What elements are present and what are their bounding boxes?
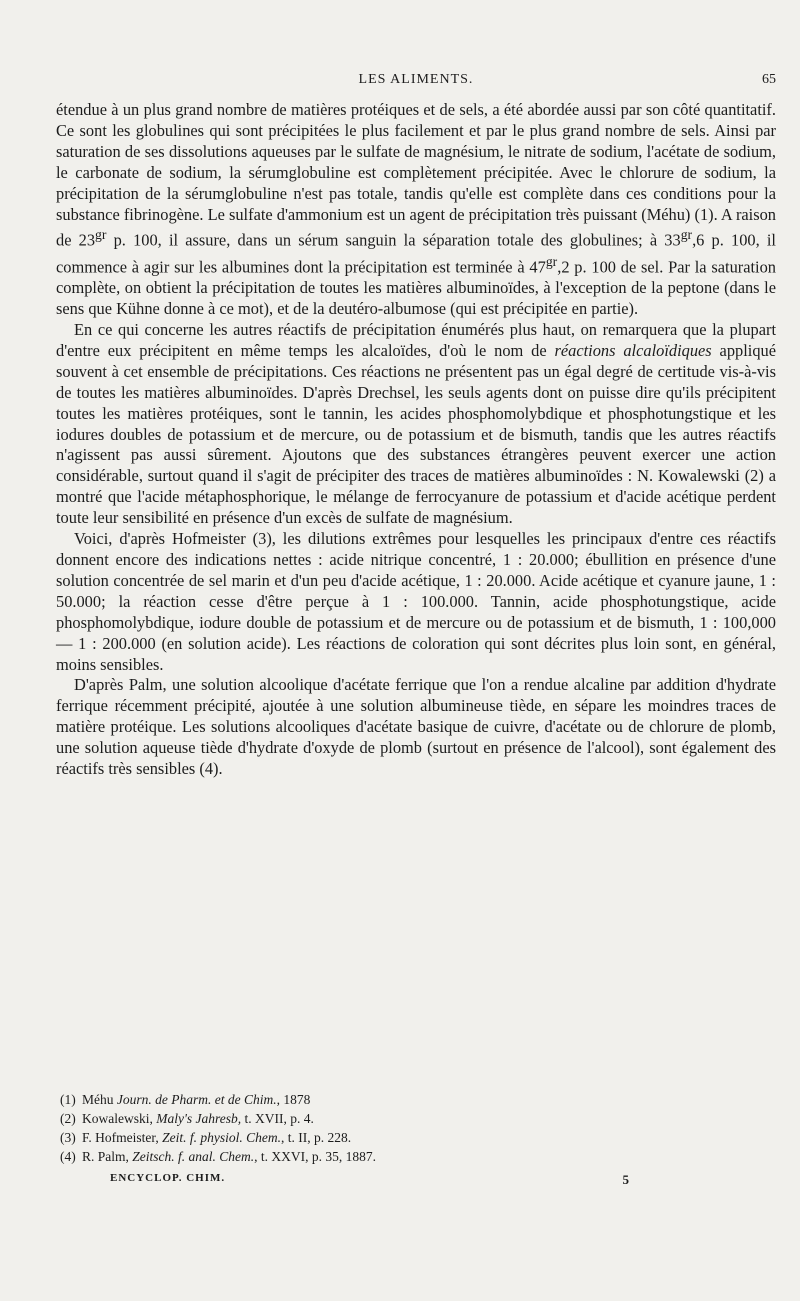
footnote-author: F. Hofmeister,: [82, 1130, 163, 1145]
sheet-number: 5: [622, 1172, 630, 1187]
paragraph-1-part-d: ,2 p. 100 de sel. Par la saturation complète, on obtient la précipitation de toutes les matières albuminoïdes, à l'exception de la peptone (dans le sens que Kühne donne à ce mot), et de la deutéro-albumose (qui est précipitée en partie).: [56, 257, 776, 319]
paragraph-1-part-c: ,6 p. 100, il commence à agir sur les albumines dont la précipitation est terminée à 47: [56, 230, 776, 277]
footnote: [60, 1109, 760, 1128]
paragraph-1-part-b: p. 100, il assure, dans un sérum sanguin la séparation totale des globulines; à 33: [106, 230, 681, 250]
footnote-journal: Zeit. f. physiol. Chem.: [162, 1130, 281, 1145]
unit-superscript: gr: [680, 227, 693, 243]
paragraph-2: [56, 320, 776, 529]
footnote: [60, 1090, 760, 1109]
page-number: 65: [762, 72, 776, 87]
footnote-number: (1): [60, 1092, 76, 1107]
paragraph-1: [56, 100, 776, 320]
paragraph-3: Voici, d'après Hofmeister (3), les dilutions extrêmes pour lesquelles les principaux d'entre ces réactifs donnent encore des indications nettes : acide nitrique concentré, 1 : 20.000; ébullition en présence d'une solution concentrée de sel marin et d'un peu d'acide acétique, 1 : 20.000. Acide acétique et cyanure jaune, 1 : 50.000; la réaction cesse d'être perçue à 1 : 100.000. Tannin, acide phosphotungstique, acide phosphomolybdique, iodure double de potassium et de mercure ou de potassium et de bismuth, 1 : 100,000 — 1 : 200.000 (en solution acide). Les réactions de coloration qui sont décrites plus loin sont, en général, moins sensibles.: [56, 529, 776, 674]
footnote-number: (4): [60, 1149, 76, 1164]
footnote: [60, 1147, 760, 1166]
unit-superscript: gr: [95, 227, 107, 243]
footnote-number: (2): [60, 1111, 76, 1126]
paragraph-2-part-b: appliqué souvent à cet ensemble de précipitations. Ces réactions ne présentent pas un égal degré de certitude vis-à-vis de toutes les matières albuminoïdes. D'après Drechsel, les seuls agents dont on puisse dire qu'ils précipitent toutes les matières protéiques, sont le tannin, les acides phosphomolybdique et phosphotungstique et les iodures doubles de potassium et de mercure, ou de potassium et de bismuth, tandis que les autres réactifs n'agissent pas aussi sûrement. Ajoutons que des substances étrangères peuvent exercer une action considérable, surtout quand il s'agit de précipiter des traces de matières albuminoïdes : N. Kowalewski (2) a montré que l'acide métaphosphorique, le mélange de ferrocyanure de potassium et d'acide acétique perdent toute leur sensibilité en présence d'un excès de sulfate de magnésium.: [56, 340, 776, 528]
body-text: [56, 100, 776, 780]
running-head: [56, 72, 776, 94]
footnote-number: (3): [60, 1130, 76, 1145]
footnote-author: Kowalewski,: [82, 1111, 157, 1126]
running-title: LES ALIMENTS.: [358, 72, 474, 87]
emphasized-term: réactions alcaloïdiques: [554, 340, 712, 360]
page-footer: [110, 1172, 630, 1190]
footnote-reference: t. XVII, p. 4.: [241, 1111, 314, 1126]
paragraph-2-part-a: En ce qui concerne les autres réactifs de précipitation énumérés plus haut, on remarquera que la plupart d'entre eux précipitent en même temps les alcaloïdes, d'où le nom de: [56, 320, 776, 360]
footnote: [60, 1128, 760, 1147]
footnote-author: Méhu: [82, 1092, 117, 1107]
signature-mark: ENCYCLOP. CHIM.: [110, 1172, 226, 1184]
footnote-reference: , 1878: [276, 1092, 311, 1107]
footnote-journal: Zeitsch. f. anal. Chem.: [132, 1149, 255, 1164]
footnotes: [60, 1090, 760, 1166]
footnote-journal: Journ. de Pharm. et de Chim.: [116, 1092, 277, 1107]
footnote-reference: , t. XXVI, p. 35, 1887.: [254, 1149, 377, 1164]
paragraph-1-part-a: étendue à un plus grand nombre de matières protéiques et de sels, a été abordée aussi par son côté quantitatif. Ce sont les globulines qui sont précipitées le plus facilement et par le plus grand nombre de sels. Ainsi par saturation de ses dissolutions aqueuses par le sulfate de magnésium, le nitrate de sodium, l'acétate de sodium, le carbonate de sodium, la sérumglobuline est complètement précipitée. Avec le chlorure de sodium, la précipitation de la sérumglobuline n'est pas totale, tandis qu'elle est complète dans ces conditions pour la substance fibrinogène. Le sulfate d'ammonium est un agent de précipitation très puissant (Méhu) (1). A raison de 23: [56, 100, 776, 250]
footnote-journal: Maly's Jahresb,: [156, 1111, 242, 1126]
footnote-author: R. Palm,: [82, 1149, 133, 1164]
footnote-reference: , t. II, p. 228.: [281, 1130, 352, 1145]
paragraph-4: D'après Palm, une solution alcoolique d'acétate ferrique que l'on a rendue alcaline par addition d'hydrate ferrique récemment précipité, ajoutée à une solution albumineuse tiède, en sépare les moindres traces de matière protéique. Les solutions alcooliques d'acétate basique de cuivre, d'acétate ou de chlorure de plomb, une solution aqueuse tiède d'hydrate d'oxyde de plomb (surtout en présence de l'alcool), sont également des réactifs très sensibles (4).: [56, 675, 776, 779]
unit-superscript: gr: [545, 253, 558, 269]
